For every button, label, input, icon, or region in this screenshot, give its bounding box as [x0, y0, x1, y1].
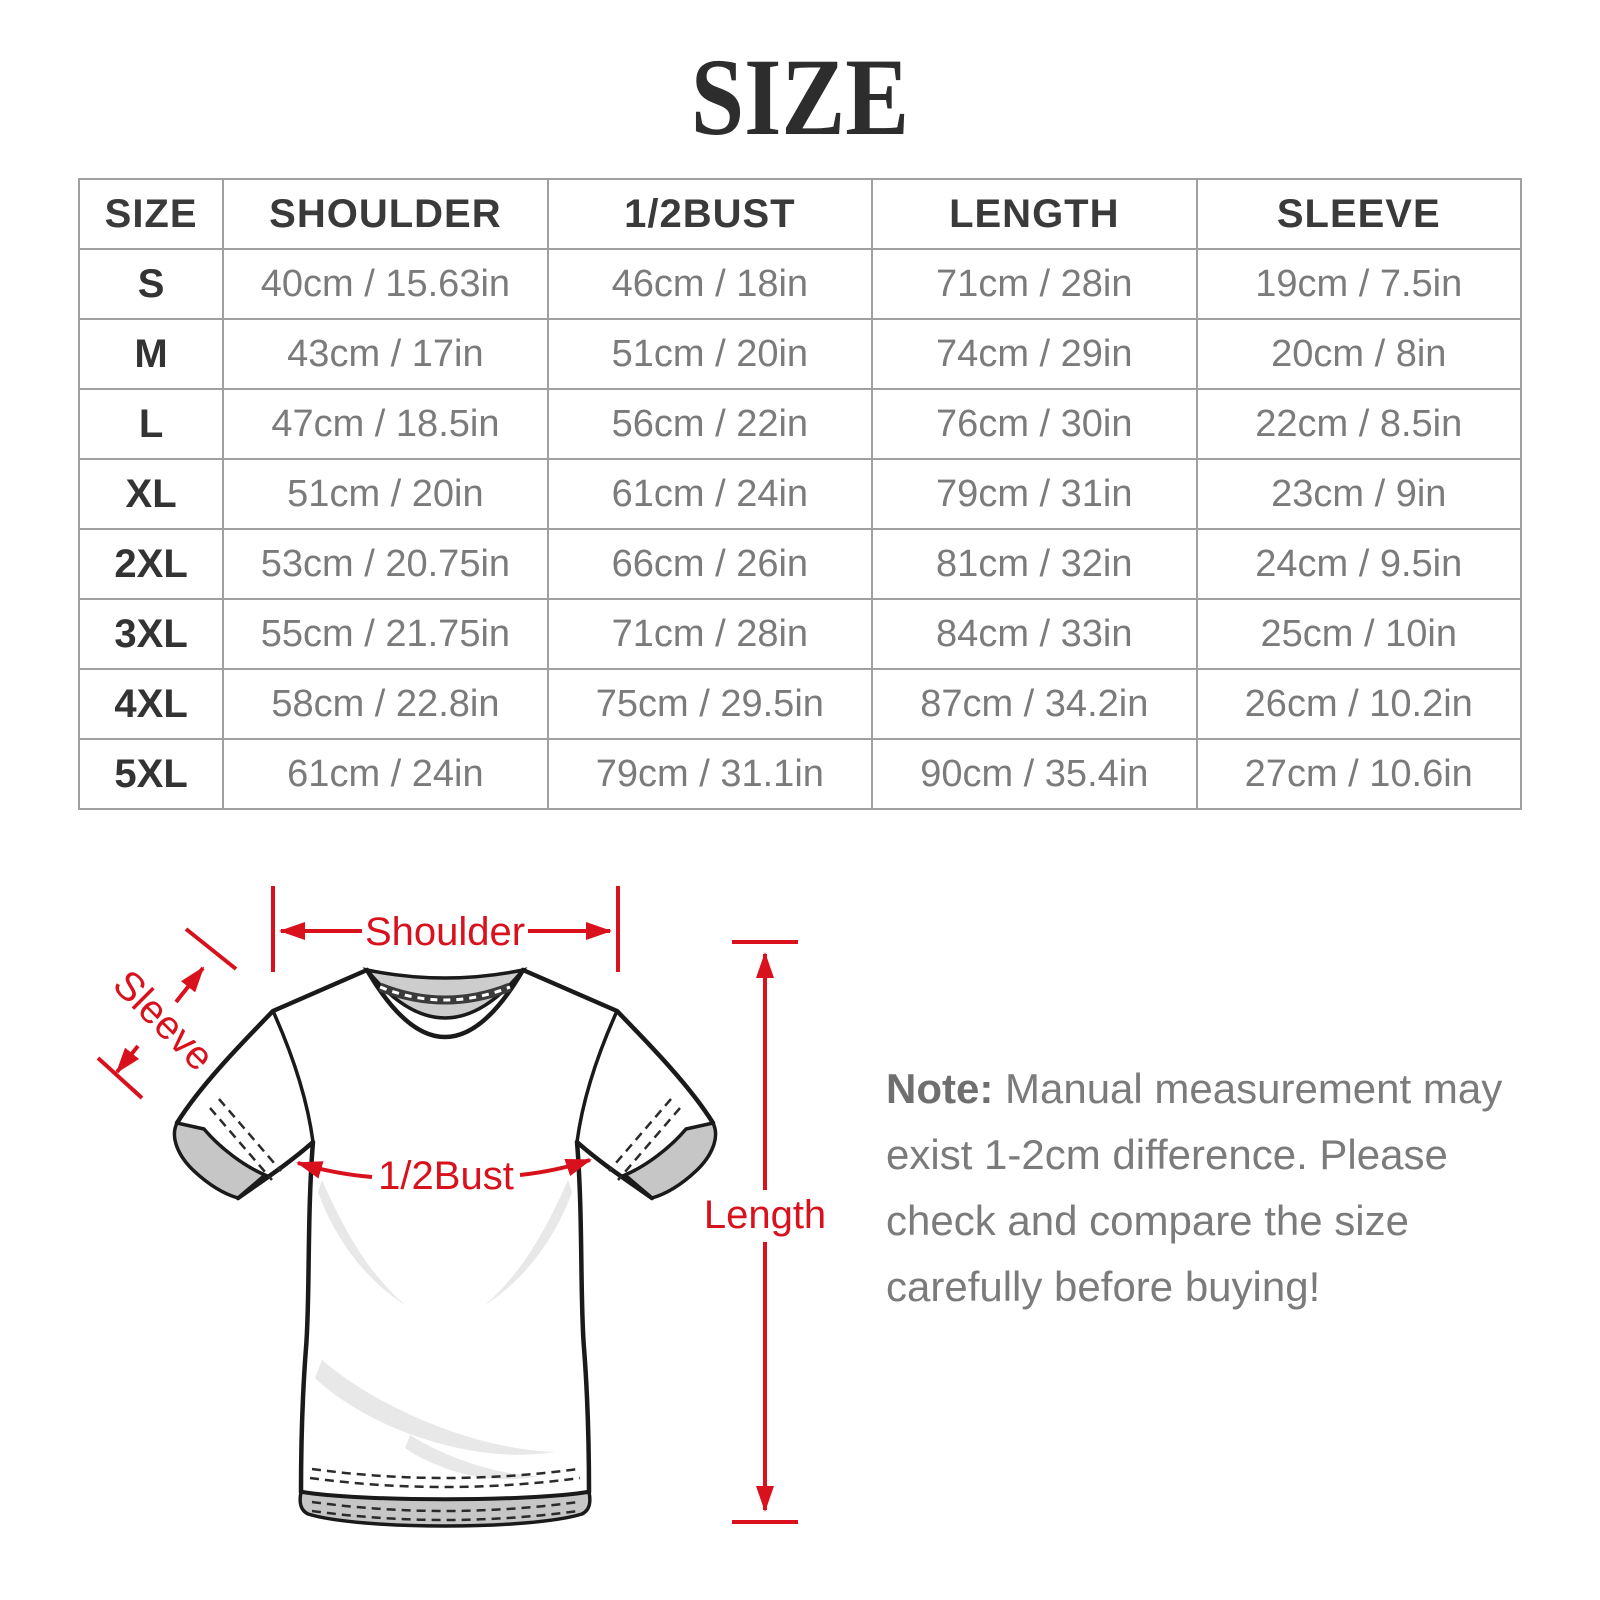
table-row [79, 669, 1521, 739]
bust-value: 75cm / 29.5in [548, 669, 872, 739]
bust-value: 51cm / 20in [548, 319, 872, 389]
bust-value: 79cm / 31.1in [548, 739, 872, 809]
shoulder-value: 51cm / 20in [223, 459, 547, 529]
shoulder-value: 47cm / 18.5in [223, 389, 547, 459]
length-value: 71cm / 28in [872, 249, 1196, 319]
sleeve-value: 26cm / 10.2in [1197, 669, 1522, 739]
size-label: L [79, 389, 223, 459]
tshirt-measurement-diagram [60, 880, 850, 1580]
sleeve-value: 27cm / 10.6in [1197, 739, 1522, 809]
length-value: 81cm / 32in [872, 529, 1196, 599]
column-header: SHOULDER [223, 179, 547, 249]
table-row [79, 319, 1521, 389]
measurement-note [886, 1056, 1516, 1320]
table-row [79, 739, 1521, 809]
bust-value: 71cm / 28in [548, 599, 872, 669]
sleeve-value: 23cm / 9in [1197, 459, 1522, 529]
column-header: SIZE [79, 179, 223, 249]
table-row [79, 459, 1521, 529]
table-row [79, 389, 1521, 459]
bust-value: 46cm / 18in [548, 249, 872, 319]
sleeve-arrow-bottom [117, 1046, 138, 1072]
length-value: 90cm / 35.4in [872, 739, 1196, 809]
column-header: SLEEVE [1197, 179, 1522, 249]
sleeve-tick-bottom [98, 1058, 142, 1098]
shoulder-dimension-label: Shoulder [364, 910, 526, 954]
bust-value: 66cm / 26in [548, 529, 872, 599]
length-dimension-label: Length [703, 1193, 827, 1237]
length-value: 74cm / 29in [872, 319, 1196, 389]
column-header: LENGTH [872, 179, 1196, 249]
size-table [78, 178, 1522, 810]
length-value: 84cm / 33in [872, 599, 1196, 669]
shoulder-value: 58cm / 22.8in [223, 669, 547, 739]
shoulder-value: 53cm / 20.75in [223, 529, 547, 599]
length-value: 87cm / 34.2in [872, 669, 1196, 739]
column-header: 1/2BUST [548, 179, 872, 249]
note-label: Note: [886, 1065, 994, 1112]
tshirt-body [177, 970, 713, 1500]
size-label: S [79, 249, 223, 319]
shoulder-value: 40cm / 15.63in [223, 249, 547, 319]
table-row [79, 599, 1521, 669]
table-row [79, 529, 1521, 599]
size-label: XL [79, 459, 223, 529]
bust-value: 56cm / 22in [548, 389, 872, 459]
sleeve-value: 20cm / 8in [1197, 319, 1522, 389]
length-value: 76cm / 30in [872, 389, 1196, 459]
length-value: 79cm / 31in [872, 459, 1196, 529]
sleeve-value: 19cm / 7.5in [1197, 249, 1522, 319]
size-label: 3XL [79, 599, 223, 669]
tshirt-outline-drawing [174, 970, 715, 1526]
table-header-row [79, 179, 1521, 249]
sleeve-value: 22cm / 8.5in [1197, 389, 1522, 459]
sleeve-value: 24cm / 9.5in [1197, 529, 1522, 599]
sleeve-value: 25cm / 10in [1197, 599, 1522, 669]
size-label: M [79, 319, 223, 389]
sleeve-tick-top [186, 929, 236, 969]
shoulder-value: 61cm / 24in [223, 739, 547, 809]
size-label: 4XL [79, 669, 223, 739]
shoulder-value: 43cm / 17in [223, 319, 547, 389]
sleeve-dimension-label: Sleeve [104, 961, 223, 1080]
bust-value: 61cm / 24in [548, 459, 872, 529]
size-label: 2XL [79, 529, 223, 599]
size-label: 5XL [79, 739, 223, 809]
sleeve-arrow-top [176, 968, 203, 1002]
table-row [79, 249, 1521, 319]
shoulder-value: 55cm / 21.75in [223, 599, 547, 669]
note-text: Manual measurement may exist 1-2cm difference. Please check and compare the size carefully before buying! [886, 1065, 1503, 1310]
page-title: SIZE [690, 36, 910, 158]
bust-dimension-label: 1/2Bust [378, 1154, 514, 1198]
